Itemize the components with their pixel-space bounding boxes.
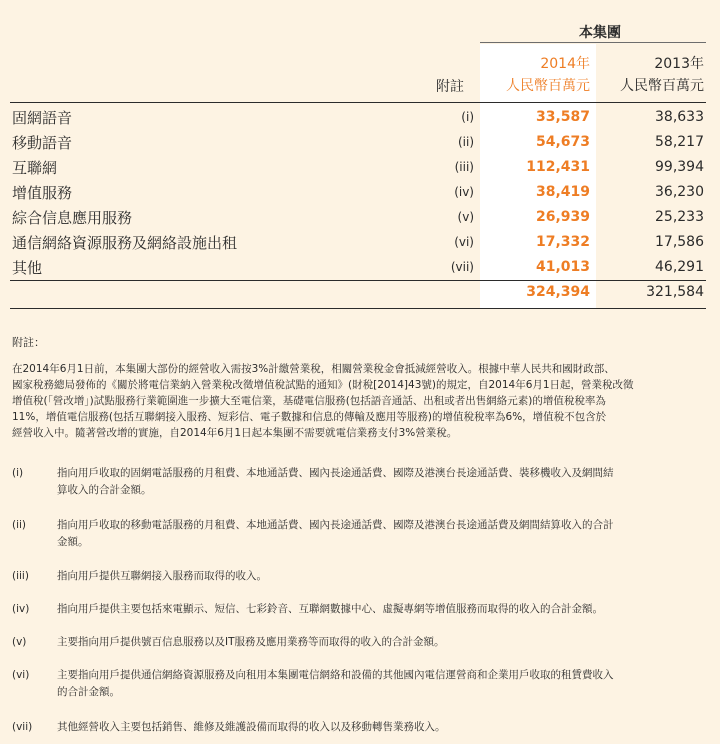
- row-value-2013: 58,217: [655, 134, 704, 150]
- row-value-2014: 112,431: [526, 159, 590, 175]
- row-note: (i): [461, 110, 474, 124]
- notes-intro: 在2014年6月1日前，本集團大部份的經營收入需按3%計繳營業稅，相關營業稅金會抵減經營收入。根據中華人民共和國財政部、 國家稅務總局發佈的《關於將電信業納入營業稅改徵增值稅試點的通知》(財稅[2014]43號)的規定，自2014年6月1日起，營業稅改徵 增值稅(「營改增」)試點服務行業範圍進一步擴大至電信業，基礎電信服務(包括語音通話、出租或者出售網絡元素)的增值稅稅率為 11%，增值電信服務(包括互聯網接入服務、短彩信、電子數據和信息的傳輸及應用等服務)的增值稅稅率為6%，增值稅不包含於 經營收入中。隨著營改增的實施，自2014年6月1日起本集團不需要就電信業務支付3%營業稅。: [12, 363, 634, 439]
- note-item-text: 指向用戶收取的固網電話服務的月租費、本地通話費、國內長途通話費、國際及港澳台長途通話費、裝移機收入及網間結 算收入的合計金額。: [57, 467, 614, 496]
- table-top-rule: [10, 102, 706, 103]
- row-label: 移動語音: [12, 134, 73, 152]
- note-item-text: 主要指向用戶提供通信網絡資源服務及向租用本集團電信網絡和設備的其他國內電信運營商和企業用戶收取的租賃費收入 的合計金額。: [57, 669, 614, 698]
- note-item-label: (vi): [12, 669, 30, 681]
- row-value-2013: 25,233: [655, 209, 704, 225]
- row-label: 增值服務: [12, 184, 73, 202]
- notes-title: 附註：: [12, 336, 45, 349]
- row-value-2013: 36,230: [655, 184, 704, 200]
- table-row: [10, 230, 706, 255]
- row-value-2014: 41,013: [535, 259, 590, 275]
- row-note: (iv): [454, 185, 474, 199]
- note-item-text: 主要指向用戶提供號百信息服務以及IT服務及應用業務等而取得的收入的合計金額。: [57, 636, 445, 648]
- row-value-2014: 33,587: [535, 109, 590, 125]
- note-item-text: 指向用戶提供互聯網接入服務而取得的收入。: [57, 570, 267, 582]
- total-top-rule: [10, 280, 706, 281]
- row-label: 固網語音: [12, 109, 73, 127]
- note-item-label: (iv): [12, 603, 30, 615]
- note-item-label: (v): [12, 636, 27, 648]
- row-value-2014: 17,332: [535, 234, 590, 250]
- column-header-2014: [480, 53, 590, 97]
- table-row: [10, 180, 706, 205]
- total-2014: 324,394: [526, 284, 590, 300]
- unit-2014: 人民幣百萬元: [506, 78, 590, 94]
- row-value-2013: 46,291: [655, 259, 704, 275]
- table-row: [10, 130, 706, 155]
- note-item-label: (vii): [12, 721, 33, 733]
- row-value-2013: 17,586: [655, 234, 704, 250]
- total-2013: 321,584: [646, 284, 704, 300]
- row-note: (vii): [450, 260, 474, 274]
- row-value-2013: 38,633: [655, 109, 704, 125]
- row-label: 其他: [12, 259, 43, 277]
- row-note: (v): [457, 210, 474, 224]
- unit-2013: 人民幣百萬元: [620, 78, 704, 94]
- row-note: (vi): [454, 235, 474, 249]
- note-column-header: 附註: [436, 79, 464, 95]
- row-note: (iii): [454, 160, 474, 174]
- row-value-2014: 26,939: [535, 209, 590, 225]
- year-2014: 2014年: [540, 56, 590, 72]
- note-item-text: 指向用戶收取的移動電話服務的月租費、本地通話費、國內長途通話費、國際及港澳台長途通話費及網間結算收入的合計 金額。: [57, 519, 614, 548]
- note-item-text: 指向用戶提供主要包括來電顯示、短信、七彩鈴音、互聯網數據中心、虛擬專網等增值服務而取得的收入的合計金額。: [57, 603, 603, 615]
- row-value-2013: 99,394: [655, 159, 704, 175]
- note-item-label: (iii): [12, 570, 29, 582]
- row-note: (ii): [457, 135, 474, 149]
- group-title: 本集團: [579, 25, 621, 41]
- year-2013: 2013年: [654, 56, 704, 72]
- note-item-label: (ii): [12, 519, 27, 531]
- note-item-text: 其他經營收入主要包括銷售、維修及維護設備而取得的收入以及移動轉售業務收入。: [57, 721, 446, 733]
- row-value-2014: 54,673: [535, 134, 590, 150]
- row-label: 綜合信息應用服務: [12, 209, 133, 227]
- table-row: [10, 105, 706, 130]
- table-row: [10, 155, 706, 180]
- table-row: [10, 205, 706, 230]
- total-bottom-rule: [10, 308, 706, 309]
- column-header-2013: [598, 53, 704, 97]
- row-value-2014: 38,419: [535, 184, 590, 200]
- note-item-label: (i): [12, 467, 24, 479]
- group-underline: [480, 42, 706, 43]
- row-label: 互聯網: [12, 159, 58, 177]
- table-row: [10, 255, 706, 280]
- row-label: 通信網絡資源服務及網絡設施出租: [12, 234, 238, 252]
